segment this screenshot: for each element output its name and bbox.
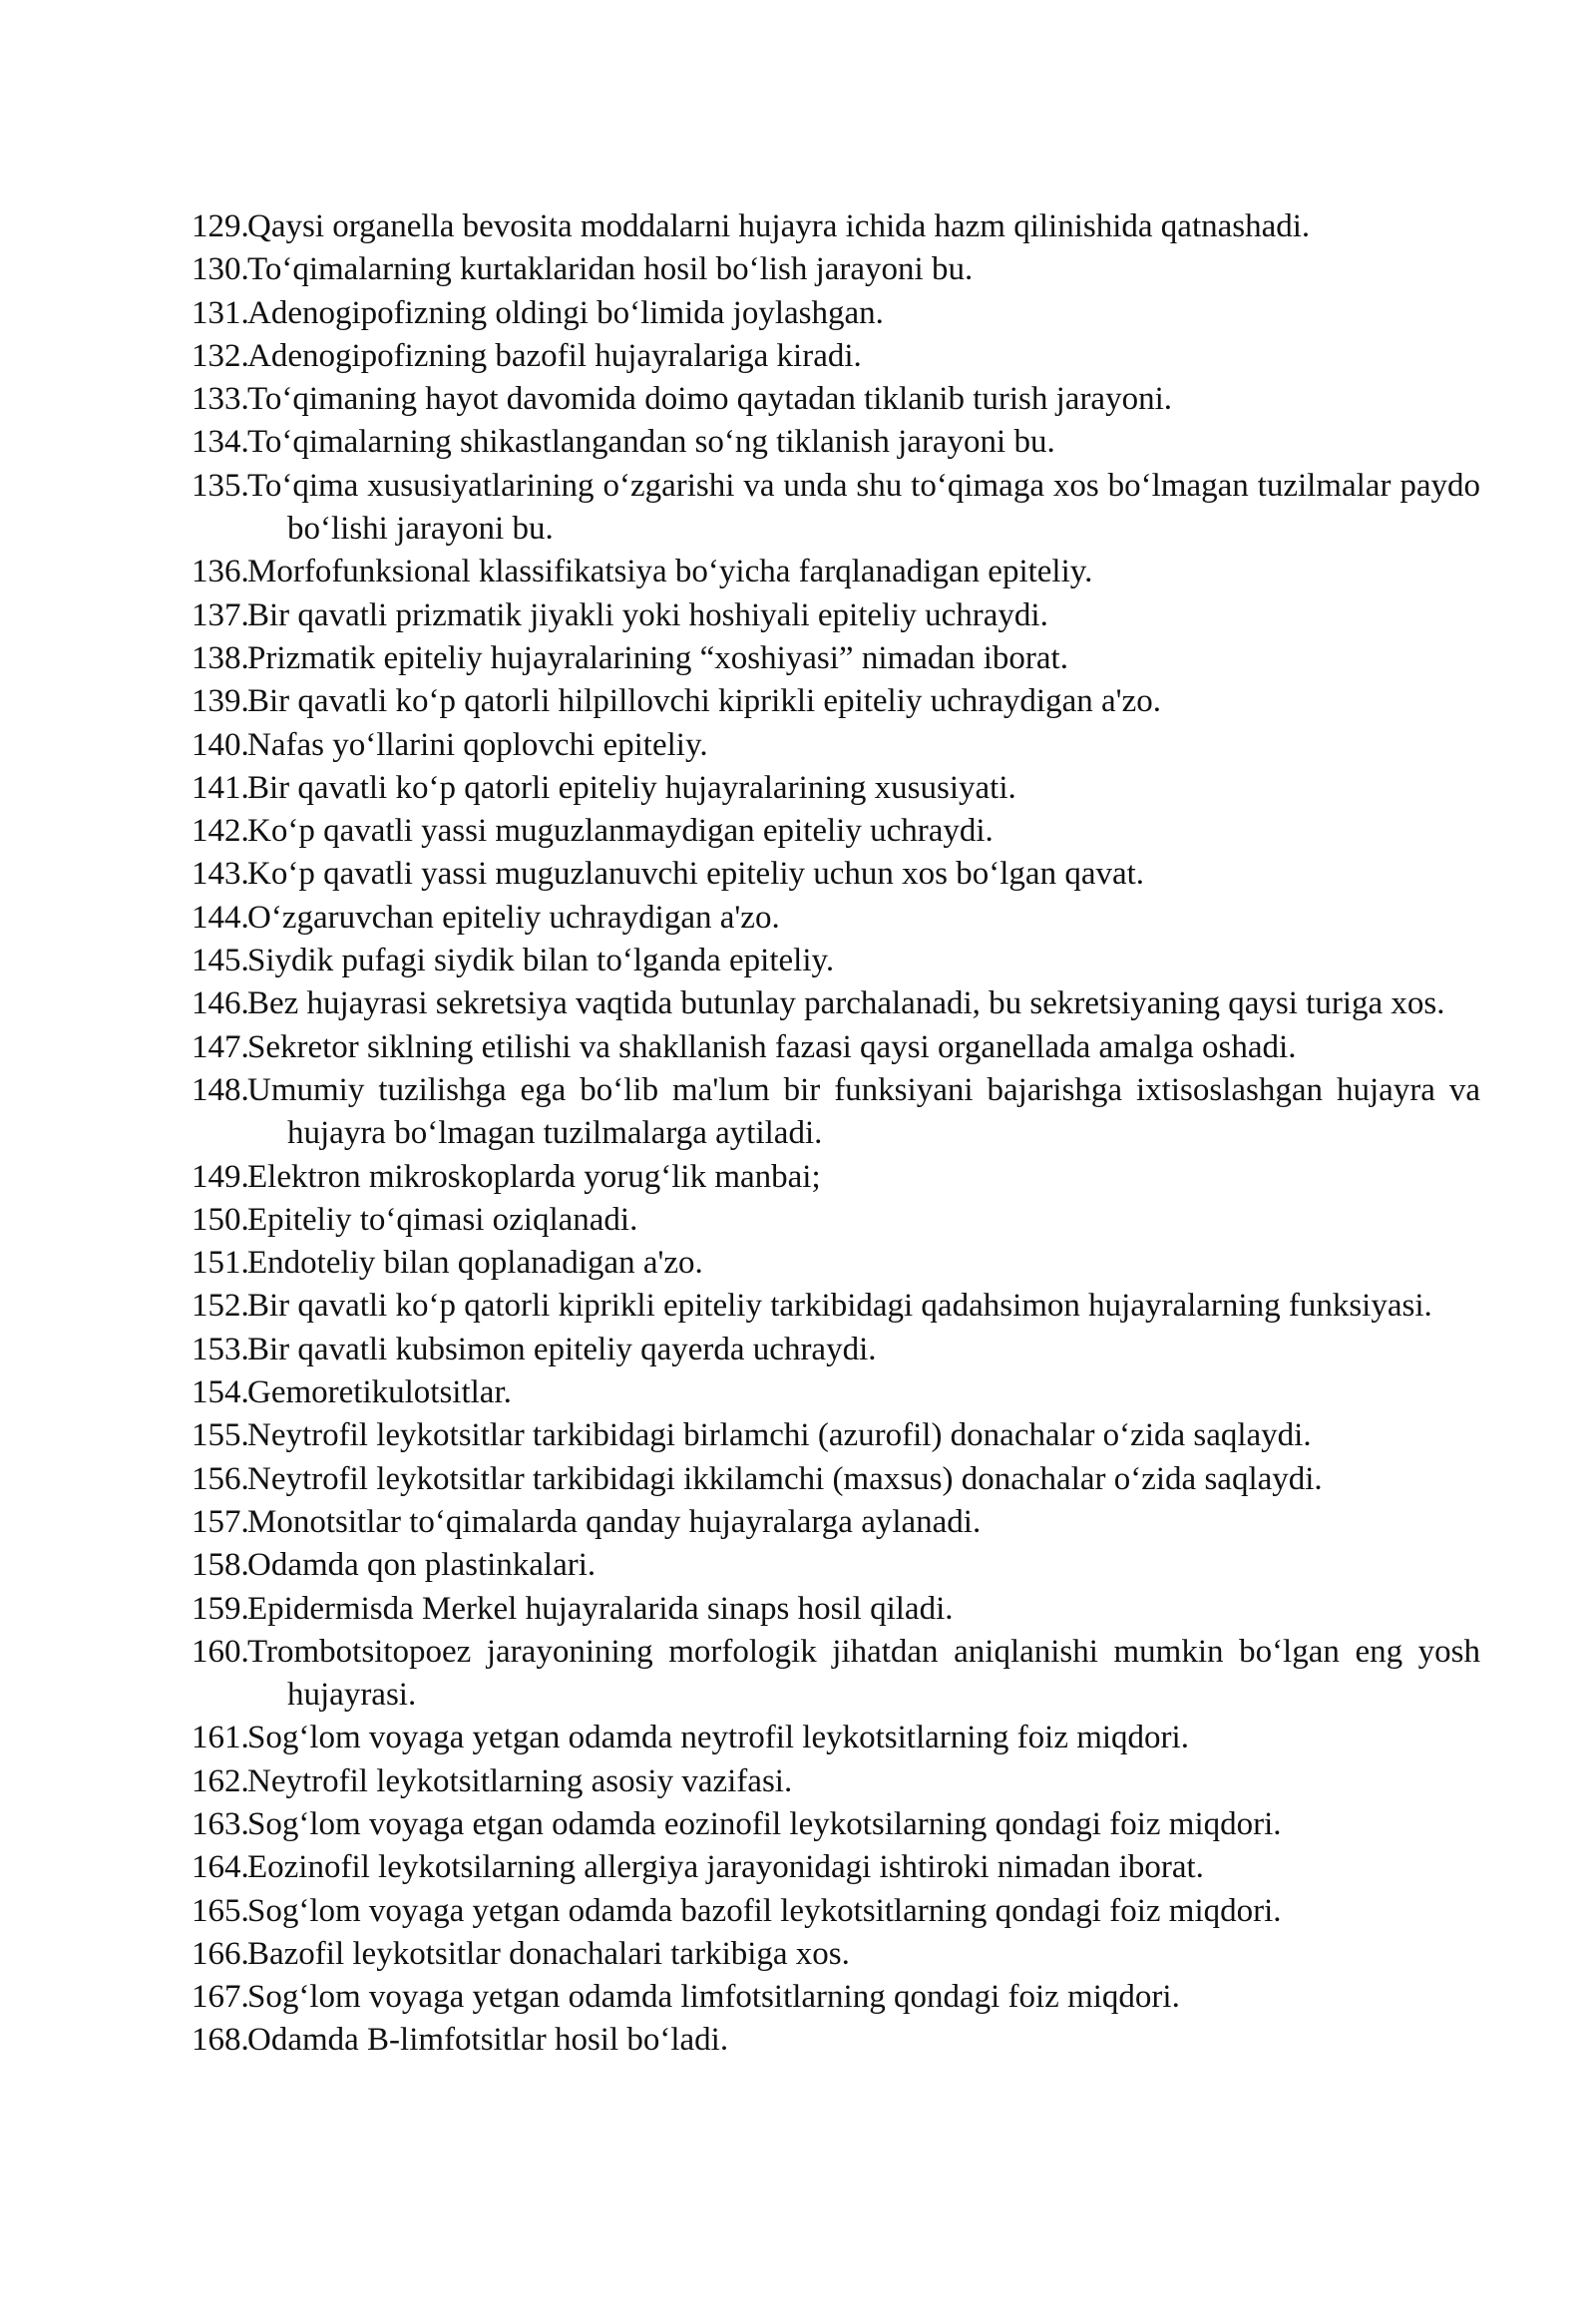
- question-text: Qaysi organella bevosita moddalarni hujayra ichida hazm qilinishida qatnashadi.: [247, 208, 1311, 244]
- question-text: Morfofunksional klassifikatsiya bo‘yicha farqlanadigan epiteliy.: [247, 554, 1093, 590]
- question-item: [192, 982, 1480, 1025]
- question-text: To‘qima xususiyatlarining o‘zgarishi va unda shu to‘qimaga xos bo‘lmagan tuzilmalar paydo bo‘lishi jarayoni bu.: [247, 467, 1480, 548]
- question-text: Umumiy tuzilishga ega bo‘lib ma'lum bir funksiyani bajarishga ixtisoslashgan hujayra va hujayra bo‘lmagan tuzilmalarga aytiladi.: [247, 1071, 1480, 1152]
- question-item: [192, 2019, 1480, 2062]
- question-item: [192, 421, 1480, 464]
- question-item: [192, 1544, 1480, 1587]
- question-number: 161.: [192, 1720, 249, 1756]
- question-text: To‘qimalarning kurtaklaridan hosil bo‘lish jarayoni bu.: [247, 251, 974, 288]
- question-text: Trombotsitopoez jarayonining morfologik jihatdan aniqlanishi mumkin bo‘lgan eng yosh hujayrasi.: [247, 1633, 1480, 1714]
- question-item: [192, 1631, 1480, 1718]
- question-number: 160.: [192, 1633, 249, 1670]
- question-item: [192, 594, 1480, 637]
- question-text: Bez hujayrasi sekretsiya vaqtida butunlay parchalanadi, bu sekretsiyaning qaysi turiga xos.: [247, 985, 1445, 1022]
- question-number: 134.: [192, 424, 249, 461]
- question-text: Bir qavatli ko‘p qatorli hilpillovchi kiprikli epiteliy uchraydigan a'zo.: [247, 683, 1161, 720]
- question-text: Prizmatik epiteliy hujayralarining “xoshiyasi” nimadan iborat.: [247, 639, 1068, 676]
- question-item: [192, 810, 1480, 853]
- question-text: Bir qavatli kubsimon epiteliy qayerda uchraydi.: [247, 1331, 877, 1367]
- question-number: 147.: [192, 1028, 249, 1065]
- question-item: [192, 1760, 1480, 1803]
- question-item: [192, 1026, 1480, 1069]
- question-number: 143.: [192, 856, 249, 893]
- question-item: [192, 940, 1480, 982]
- question-list: [192, 205, 1480, 2063]
- question-text: Sog‘lom voyaga yetgan odamda neytrofil leykotsitlarning foiz miqdori.: [247, 1720, 1189, 1756]
- question-item: [192, 680, 1480, 723]
- question-text: Bir qavatli prizmatik jiyakli yoki hoshiyali epiteliy uchraydi.: [247, 596, 1048, 633]
- question-text: Sekretor siklning etilishi va shakllanish fazasi qaysi organellada amalga oshadi.: [247, 1028, 1297, 1065]
- question-number: 141.: [192, 769, 249, 806]
- question-text: Eozinofil leykotsilarning allergiya jarayonidagi ishtiroki nimadan iborat.: [247, 1849, 1204, 1886]
- question-item: [192, 1242, 1480, 1285]
- question-text: Adenogipofizning oldingi bo‘limida joylashgan.: [247, 294, 884, 331]
- question-number: 132.: [192, 337, 249, 374]
- question-text: Bazofil leykotsitlar donachalari tarkibiga xos.: [247, 1935, 850, 1972]
- question-text: Gemoretikulotsitlar.: [247, 1374, 512, 1411]
- question-item: [192, 1976, 1480, 2019]
- question-number: 148.: [192, 1071, 249, 1108]
- question-item: [192, 551, 1480, 593]
- question-item: [192, 1933, 1480, 1976]
- question-number: 165.: [192, 1892, 249, 1929]
- question-number: 144.: [192, 899, 249, 936]
- question-number: 153.: [192, 1331, 249, 1367]
- question-number: 156.: [192, 1460, 249, 1497]
- question-number: 136.: [192, 554, 249, 590]
- question-number: 154.: [192, 1374, 249, 1411]
- question-item: [192, 465, 1480, 552]
- question-item: [192, 637, 1480, 680]
- question-text: To‘qimaning hayot davomida doimo qaytadan tiklanib turish jarayoni.: [247, 381, 1172, 418]
- question-item: [192, 1890, 1480, 1933]
- question-text: Endoteliy bilan qoplanadigan a'zo.: [247, 1245, 703, 1282]
- question-number: 158.: [192, 1547, 249, 1584]
- question-item: [192, 1458, 1480, 1501]
- question-number: 140.: [192, 726, 249, 763]
- question-text: Monotsitlar to‘qimalarda qanday hujayralarga aylanadi.: [247, 1503, 982, 1540]
- question-number: 145.: [192, 943, 249, 979]
- question-item: [192, 335, 1480, 378]
- question-item: [192, 292, 1480, 335]
- question-number: 166.: [192, 1935, 249, 1972]
- question-item: [192, 1846, 1480, 1889]
- question-number: 157.: [192, 1503, 249, 1540]
- question-item: [192, 378, 1480, 421]
- question-item: [192, 248, 1480, 291]
- question-text: Ko‘p qavatli yassi muguzlanmaydigan epiteliy uchraydi.: [247, 813, 994, 850]
- question-number: 131.: [192, 294, 249, 331]
- question-item: [192, 1717, 1480, 1759]
- question-text: Nafas yo‘llarini qoplovchi epiteliy.: [247, 726, 708, 763]
- question-number: 152.: [192, 1288, 249, 1325]
- question-number: 150.: [192, 1201, 249, 1238]
- question-item: [192, 1414, 1480, 1457]
- question-text: To‘qimalarning shikastlangandan so‘ng tiklanish jarayoni bu.: [247, 424, 1055, 461]
- question-item: [192, 1501, 1480, 1544]
- question-number: 138.: [192, 639, 249, 676]
- question-text: Epidermisda Merkel hujayralarida sinaps hosil qiladi.: [247, 1590, 954, 1627]
- question-number: 139.: [192, 683, 249, 720]
- question-item: [192, 1199, 1480, 1242]
- question-item: [192, 205, 1480, 248]
- question-item: [192, 1329, 1480, 1371]
- question-number: 130.: [192, 251, 249, 288]
- question-item: [192, 767, 1480, 810]
- question-number: 167.: [192, 1979, 249, 2016]
- question-item: [192, 897, 1480, 940]
- question-text: Bir qavatli ko‘p qatorli kiprikli epiteliy tarkibidagi qadahsimon hujayralarning funksiyasi.: [247, 1288, 1432, 1325]
- question-item: [192, 1588, 1480, 1631]
- question-item: [192, 1803, 1480, 1846]
- question-text: Neytrofil leykotsitlar tarkibidagi ikkilamchi (maxsus) donachalar o‘zida saqlaydi.: [247, 1460, 1323, 1497]
- question-text: Sog‘lom voyaga yetgan odamda bazofil leykotsitlarning qondagi foiz miqdori.: [247, 1892, 1282, 1929]
- question-item: [192, 1156, 1480, 1199]
- question-text: Bir qavatli ko‘p qatorli epiteliy hujayralarining xususiyati.: [247, 769, 1016, 806]
- question-number: 137.: [192, 596, 249, 633]
- question-text: O‘zgaruvchan epiteliy uchraydigan a'zo.: [247, 899, 780, 936]
- question-text: Neytrofil leykotsitlarning asosiy vazifasi.: [247, 1762, 793, 1799]
- question-number: 168.: [192, 2022, 249, 2059]
- question-text: Siydik pufagi siydik bilan to‘lganda epiteliy.: [247, 943, 835, 979]
- question-number: 163.: [192, 1805, 249, 1842]
- question-item: [192, 853, 1480, 896]
- question-text: Sog‘lom voyaga etgan odamda eozinofil leykotsilarning qondagi foiz miqdori.: [247, 1805, 1282, 1842]
- question-text: Sog‘lom voyaga yetgan odamda limfotsitlarning qondagi foiz miqdori.: [247, 1979, 1180, 2016]
- question-number: 155.: [192, 1417, 249, 1454]
- question-number: 149.: [192, 1158, 249, 1195]
- question-item: [192, 1285, 1480, 1328]
- question-number: 129.: [192, 208, 249, 244]
- question-text: Neytrofil leykotsitlar tarkibidagi birlamchi (azurofil) donachalar o‘zida saqlaydi.: [247, 1417, 1312, 1454]
- question-text: Ko‘p qavatli yassi muguzlanuvchi epiteliy uchun xos bo‘lgan qavat.: [247, 856, 1145, 893]
- question-number: 151.: [192, 1245, 249, 1282]
- question-number: 159.: [192, 1590, 249, 1627]
- question-text: Adenogipofizning bazofil hujayralariga kiradi.: [247, 337, 862, 374]
- question-item: [192, 1069, 1480, 1156]
- question-text: Elektron mikroskoplarda yorug‘lik manbai;: [247, 1158, 821, 1195]
- question-text: Odamda B-limfotsitlar hosil bo‘ladi.: [247, 2022, 729, 2059]
- question-item: [192, 724, 1480, 767]
- question-number: 135.: [192, 467, 249, 504]
- question-text: Epiteliy to‘qimasi oziqlanadi.: [247, 1201, 638, 1238]
- question-number: 142.: [192, 813, 249, 850]
- question-number: 146.: [192, 985, 249, 1022]
- question-number: 162.: [192, 1762, 249, 1799]
- question-number: 164.: [192, 1849, 249, 1886]
- question-number: 133.: [192, 381, 249, 418]
- question-text: Odamda qon plastinkalari.: [247, 1547, 597, 1584]
- question-item: [192, 1371, 1480, 1414]
